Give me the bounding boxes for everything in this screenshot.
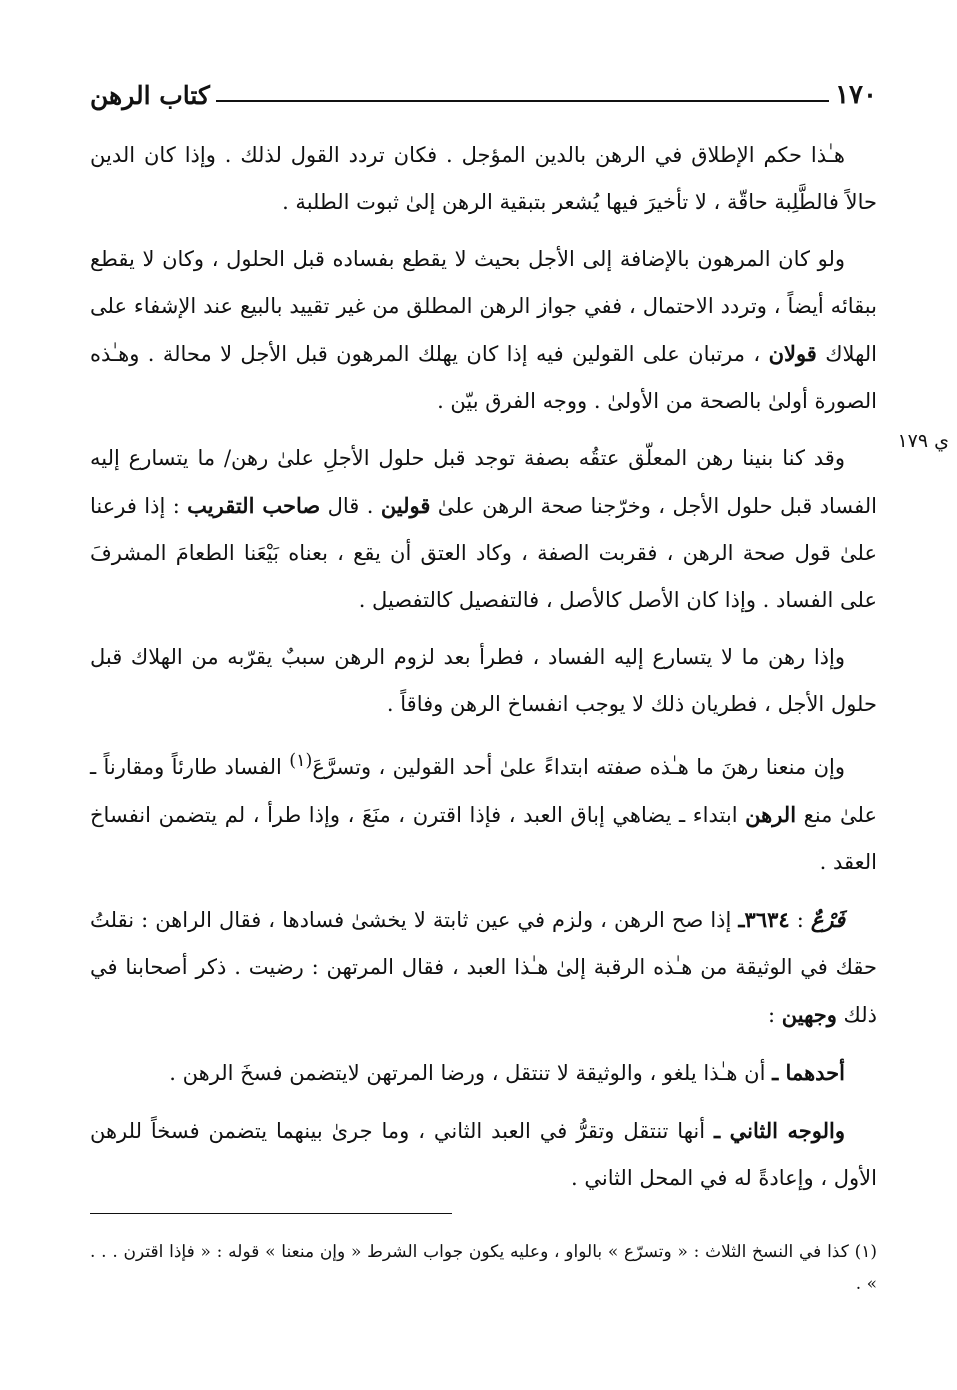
section-number: ٣٦٣٤ـ — [738, 907, 790, 932]
paragraph: وإن منعنا رهنَ ما هـٰذه صفته ابتداءً علىٰ أحد القولين ، وتسرَّعَ$^{(١)}$ الفساد طارئاً ومقارناً ـ علىٰ منع الرهن ابتداء ـ يضاهي إباق العبد ، فإذا اقترن ، منَعَ ، وإذا طرأ ، لم يتضمن انفساخ العقد . — [90, 751, 877, 874]
page-header — [90, 70, 877, 120]
paragraph-fara: فَرْعٌ : ٣٦٣٤ـ إذا صح الرهن ، ولزم في عين ثابتة لا يخشىٰ فسادها ، فقال الراهن : نقلتُ حقك في الوثيقة من هـٰذه الرقبة إلىٰ هـٰذا العبد ، فقال المرتهن : رضيت . ذكر أصحابنا في ذلك وجهين : — [90, 907, 877, 1027]
paragraph: والوجه الثاني ـ أنها تنتقل وتقرُّ في العبد الثاني ، وما جرىٰ بينهما يتضمن فسخاً للرهن الأول ، وإعادةً له في المحل الثاني . — [90, 1118, 877, 1190]
footnote-marker: (١) — [289, 751, 313, 771]
main-text — [90, 132, 877, 1212]
margin-reference: ي ١٧٩ — [897, 430, 949, 452]
paragraph: هـٰذا حكم الإطلاق في الرهن بالدين المؤجل . فكان تردد القول لذلك . وإذا كان الدين حالاً فالطَّلِبة حاقّة ، لا تأخيرَ فيها يُشعر بتبقية الرهن إلىٰ ثبوت الطلبة . — [90, 143, 877, 214]
running-title: كتاب الرهن — [90, 80, 210, 110]
paragraph: وقد كنا بنينا رهن المعلّق عتقُه بصفة توجد قبل حلول الأجلِ علىٰ رهن/ ما يتسارع إليه الفساد قبل حلول الأجل ، وخرّجنا صحة الرهن علىٰ قولين . قال صاحب التقريب : إذا فرعنا علىٰ قول صحة الرهن ، فقربت الصفة ، وكاد العتق أن يقع ، بعناه بَيْعَنا الطعامَ المشرفَ على الفساد . وإذا كان الأصل كالأصل ، فالتفصيل كالتفصيل . — [90, 446, 877, 612]
footnote-separator — [90, 1213, 452, 1214]
page-number: ١٧٠ — [835, 80, 877, 110]
header-rule — [216, 100, 829, 102]
footnote: (١) كذا في النسخ الثلاث : « وتسرّع » بالواو ، وعليه يكون جواب الشرط « وإن منعنا » قوله : « فإذا اقترن . . . » . — [90, 1242, 877, 1294]
paragraph: وإذا رهن ما لا يتسارع إليه الفساد ، فطرأ بعد لزوم الرهن سببٌ يقرّبه من الهلاك قبل حلول الأجل ، فطريان ذلك لا يوجب انفساخ الرهن وفاقاً . — [90, 645, 877, 716]
paragraph: أحدهما ـ أن هـٰذا يلغو ، والوثيقة لا تنتقل ، ورضا المرتهن لايتضمن فسخَ الرهن . — [169, 1060, 845, 1085]
paragraph: ولو كان المرهون بالإضافة إلى الأجل بحيث لا يقطع بفساده قبل الحلول ، وكان لا يقطع ببقائه أيضاً ، وتردد الاحتمال ، ففي جواز الرهن المطلق من غير تقييد بالبيع عند الإشفاء على الهلاك قولان ، مرتبان على القولين فيه إذا كان يهلك المرهون قبل الأجل لا محالة . وهـٰذه الصورة أولىٰ بالصحة من الأولىٰ . ووجه الفرق بيّن . — [90, 247, 877, 413]
fara-heading: فَرْعٌ — [810, 907, 845, 932]
